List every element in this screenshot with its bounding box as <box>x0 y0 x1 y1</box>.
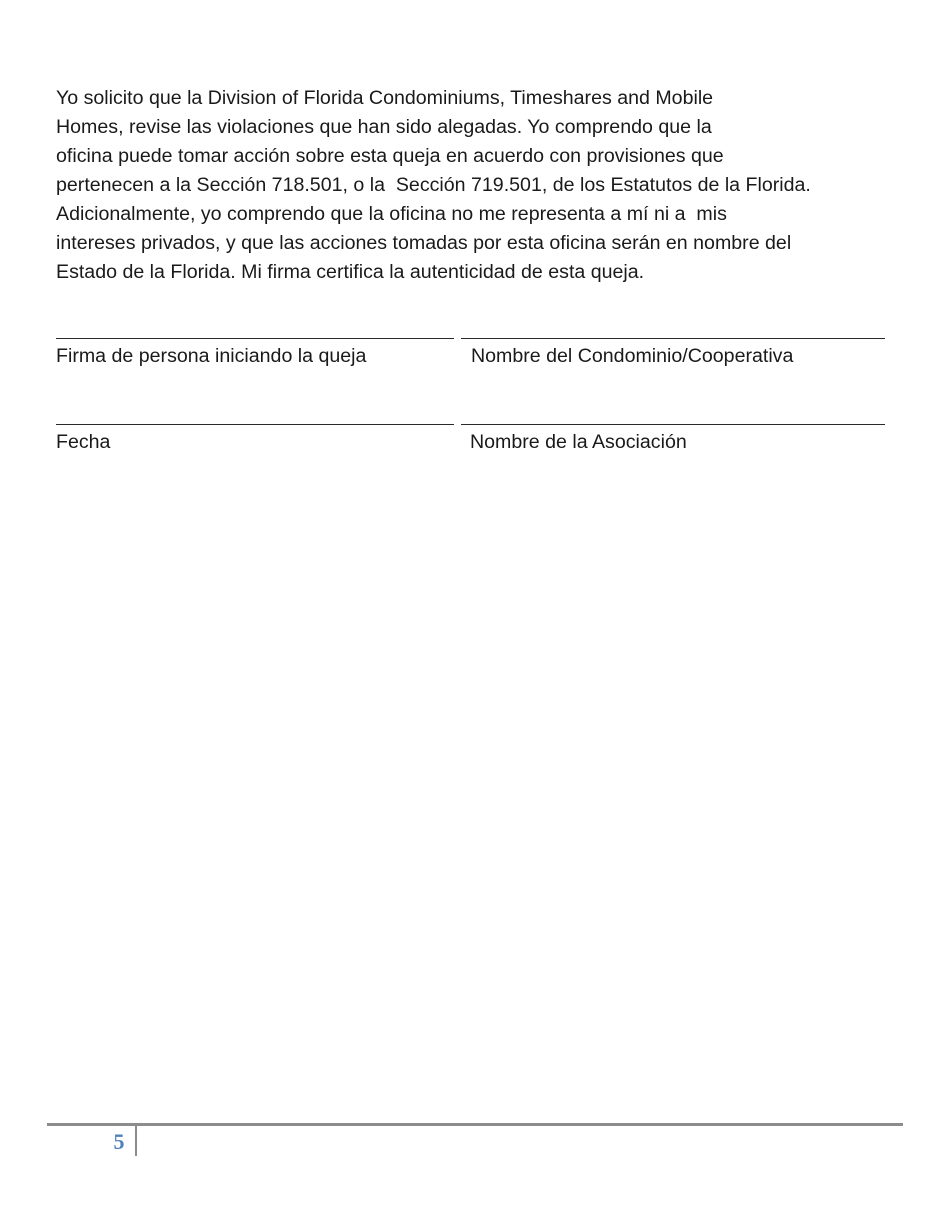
footer-divider <box>135 1126 137 1156</box>
signer-signature-label: Firma de persona iniciando la queja <box>56 345 367 367</box>
date-line[interactable] <box>56 424 454 425</box>
paragraph-line: Yo solicito que la Division of Florida Condominiums, Timeshares and Mobile <box>56 87 714 109</box>
paragraph-line: Estado de la Florida. Mi firma certifica la autenticidad de esta queja. <box>56 261 645 283</box>
certification-paragraph <box>56 84 916 287</box>
condominium-name-label: Nombre del Condominio/Cooperativa <box>471 345 794 367</box>
association-name-line[interactable] <box>461 424 885 425</box>
footer-rule <box>47 1123 903 1126</box>
paragraph-line: pertenecen a la Sección 718.501, o la Sección 719.501, de los Estatutos de la Florida. <box>56 174 811 196</box>
paragraph-line: Homes, revise las violaciones que han sido alegadas. Yo comprendo que la <box>56 116 712 138</box>
page-number: 5 <box>113 1129 125 1154</box>
paragraph-line: intereses privados, y que las acciones tomadas por esta oficina serán en nombre del <box>56 232 792 254</box>
signer-signature-line[interactable] <box>56 338 454 339</box>
condominium-name-line[interactable] <box>461 338 885 339</box>
paragraph-line: oficina puede tomar acción sobre esta queja en acuerdo con provisiones que <box>56 145 724 167</box>
paragraph-line: Adicionalmente, yo comprendo que la oficina no me representa a mí ni a mis <box>56 203 727 225</box>
association-name-label: Nombre de la Asociación <box>470 431 687 453</box>
date-label: Fecha <box>56 431 111 453</box>
